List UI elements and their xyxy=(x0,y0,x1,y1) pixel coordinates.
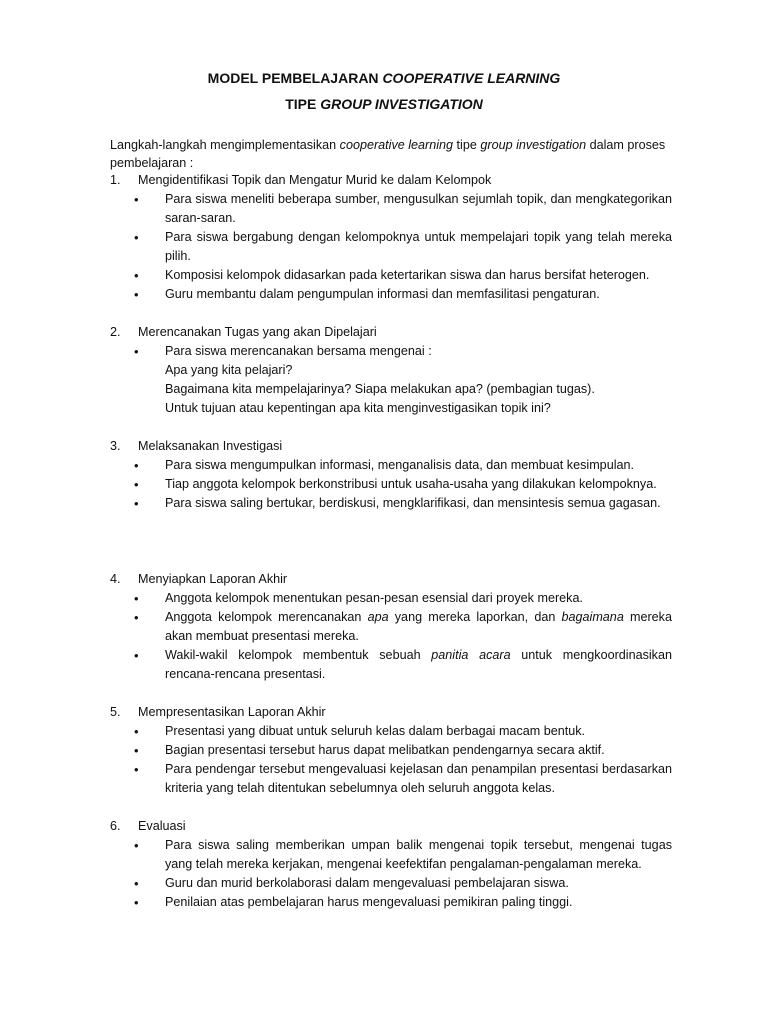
section-3 xyxy=(110,437,672,513)
list-item: • Bagian presentasi tersebut harus dapat melibatkan pendengarnya secara aktif. xyxy=(110,741,672,760)
section-number: 6. xyxy=(110,819,121,833)
bullet-list xyxy=(110,190,672,304)
document-title-line-1 xyxy=(0,70,768,86)
list-item: • Komposisi kelompok didasarkan pada ketertarikan siswa dan harus bersifat heterogen. xyxy=(110,266,672,285)
list-item: • Para siswa saling bertukar, berdiskusi, mengklarifikasi, dan mensintesis semua gagasan. xyxy=(110,494,672,513)
list-item: • Para siswa bergabung dengan kelompoknya untuk mempelajari topik yang telah mereka pilih. xyxy=(110,228,672,266)
section-title: Menyiapkan Laporan Akhir xyxy=(138,572,288,586)
intro-paragraph xyxy=(110,136,670,172)
intro-italic-1: cooperative learning xyxy=(339,138,454,152)
section-heading xyxy=(110,437,672,456)
intro-text-3: dalam proses pembelajaran : xyxy=(110,138,666,170)
list-item: • Para siswa saling memberikan umpan balik mengenai topik tersebut, mengenai tugas yang telah mereka kerjakan, mengenai keefektifan pengalaman-pengalaman mereka. xyxy=(110,836,672,874)
section-4 xyxy=(110,570,672,684)
section-2 xyxy=(110,323,672,418)
section-title: Mempresentasikan Laporan Akhir xyxy=(138,705,326,719)
bullet-list xyxy=(110,589,672,684)
list-item: • Presentasi yang dibuat untuk seluruh kelas dalam berbagai macam bentuk. xyxy=(110,722,672,741)
bullet-list xyxy=(110,836,672,912)
section-number: 5. xyxy=(110,705,121,719)
list-item: • Anggota kelompok menentukan pesan-pesan esensial dari proyek mereka. xyxy=(110,589,672,608)
list-item: • Anggota kelompok merencanakan apa yang mereka laporkan, dan bagaimana mereka akan membuat presentasi mereka. xyxy=(110,608,672,646)
intro-text-1: Langkah-langkah mengimplementasikan xyxy=(110,138,340,152)
list-item: • Tiap anggota kelompok berkonstribusi untuk usaha-usaha yang dilakukan kelompoknya. xyxy=(110,475,672,494)
list-item: • Para siswa meneliti beberapa sumber, mengusulkan sejumlah topik, dan mengkategorikan saran-saran. xyxy=(110,190,672,228)
intro-italic-2: group investigation xyxy=(480,138,587,152)
section-title: Mengidentifikasi Topik dan Mengatur Murid ke dalam Kelompok xyxy=(138,173,492,187)
bullet-list xyxy=(110,456,672,513)
bullet-list xyxy=(110,342,672,361)
section-number: 1. xyxy=(110,173,121,187)
title-line-2-italic: GROUP INVESTIGATION xyxy=(320,96,483,112)
section-heading xyxy=(110,171,672,190)
section-5 xyxy=(110,703,672,798)
title-line-1-italic: COOPERATIVE LEARNING xyxy=(382,70,561,86)
title-line-1-prefix: MODEL PEMBELAJARAN xyxy=(207,70,383,86)
section-heading xyxy=(110,323,672,342)
section-1 xyxy=(110,171,672,304)
section-title: Evaluasi xyxy=(138,819,186,833)
list-item: • Guru dan murid berkolaborasi dalam mengevaluasi pembelajaran siswa. xyxy=(110,874,672,893)
section-heading xyxy=(110,570,672,589)
section-number: 4. xyxy=(110,572,121,586)
section-heading xyxy=(110,817,672,836)
list-item: • Para siswa mengumpulkan informasi, menganalisis data, dan membuat kesimpulan. xyxy=(110,456,672,475)
section-title: Melaksanakan Investigasi xyxy=(138,439,283,453)
document-title-line-2 xyxy=(0,96,768,112)
list-item: • Para siswa merencanakan bersama mengenai : xyxy=(110,342,672,361)
list-item: • Guru membantu dalam pengumpulan informasi dan memfasilitasi pengaturan. xyxy=(110,285,672,304)
list-item: • Para pendengar tersebut mengevaluasi kejelasan dan penampilan presentasi berdasarkan kriteria yang telah ditentukan sebelumnya oleh seluruh anggota kelas. xyxy=(110,760,672,798)
sub-line: Untuk tujuan atau kepentingan apa kita menginvestigasikan topik ini? xyxy=(165,401,551,415)
section-title: Merencanakan Tugas yang akan Dipelajari xyxy=(138,325,377,339)
section-number: 3. xyxy=(110,439,121,453)
section-heading xyxy=(110,703,672,722)
section-number: 2. xyxy=(110,325,121,339)
section-6 xyxy=(110,817,672,912)
list-item: • Wakil-wakil kelompok membentuk sebuah panitia acara untuk mengkoordinasikan rencana-rencana presentasi. xyxy=(110,646,672,684)
sub-line: Apa yang kita pelajari? xyxy=(165,363,293,377)
title-line-2-prefix: TIPE xyxy=(285,96,321,112)
sub-line: Bagaimana kita mempelajarinya? Siapa melakukan apa? (pembagian tugas). xyxy=(165,382,595,396)
list-item: • Penilaian atas pembelajaran harus mengevaluasi pemikiran paling tinggi. xyxy=(110,893,672,912)
bullet-list xyxy=(110,722,672,798)
intro-text-2: tipe xyxy=(453,138,481,152)
